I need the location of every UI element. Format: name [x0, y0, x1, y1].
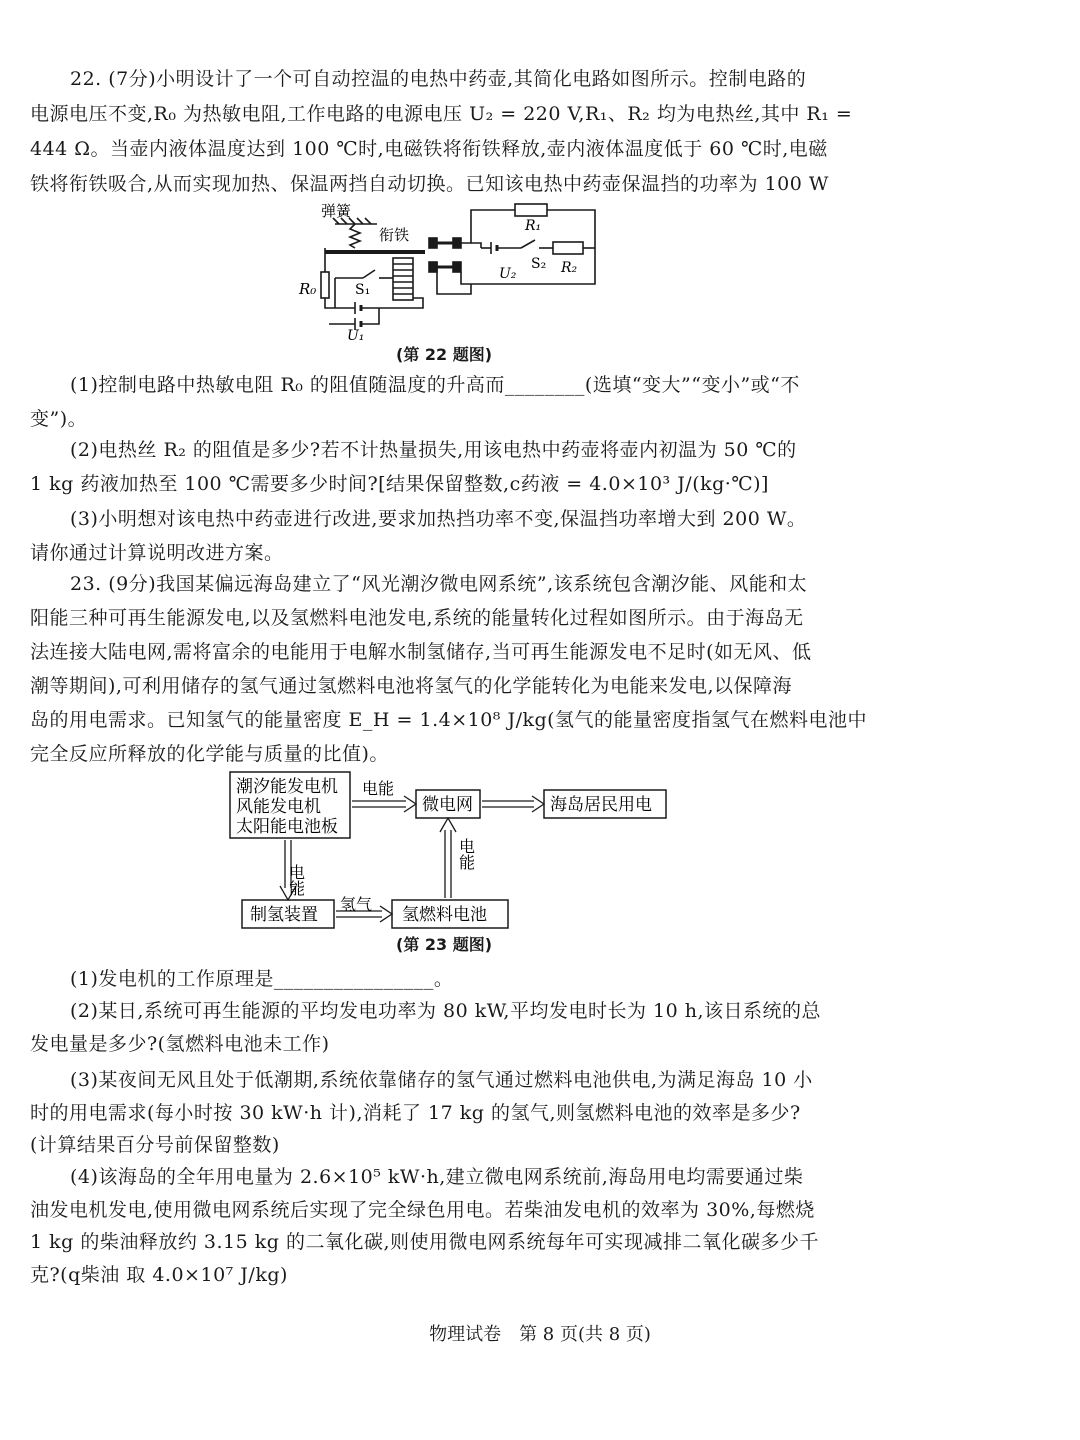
q22-part-3: (3)小明想对该电热中药壶进行改进,要求加热挡功率不变,保温挡功率增大到 200 W。: [70, 508, 807, 530]
fuel-cell-label: 氢燃料电池: [402, 905, 487, 925]
q22-part-1: (1)控制电路中热敏电阻 R₀ 的阻值随温度的升高而________(选填“变大”“变小”或“不: [70, 374, 800, 396]
q22-part-3-cont: 请你通过计算说明改进方案。: [30, 542, 284, 564]
q23-part-3: (3)某夜间无风且处于低潮期,系统依靠储存的氢气通过燃料电池供电,为满足海岛 10 小: [70, 1069, 813, 1091]
figure-22-caption: (第 22 题图): [396, 345, 493, 364]
q23-part-3-note: (计算结果百分号前保留整数): [30, 1134, 280, 1156]
source-line-solar: 太阳能电池板: [236, 817, 338, 837]
circuit-diagram-22: [295, 198, 615, 343]
label-r0: R₀: [299, 280, 317, 298]
q22-part-1-cont: 变”)。: [30, 408, 88, 430]
q22-part-2-cont: 1 kg 药液加热至 100 ℃需要多少时间?[结果保留整数,c药液 = 4.0×10³ J/(kg·℃)]: [30, 473, 769, 495]
label-r2: R₂: [561, 260, 578, 276]
users-label: 海岛居民用电: [550, 795, 652, 815]
q23-part-2-cont: 发电量是多少?(氢燃料电池未工作): [30, 1033, 330, 1055]
label-armature: 衔铁: [379, 226, 410, 244]
source-line-tidal: 潮汐能发电机: [236, 777, 338, 797]
h2-maker-label: 制氢装置: [250, 905, 318, 925]
arrow-label-h2: 氢气: [340, 895, 373, 914]
arrow-label-elec-top: 电能: [362, 779, 395, 798]
q23-part-1: (1)发电机的工作原理是________________。: [70, 968, 454, 990]
q23-line-5: 岛的用电需求。已知氢气的能量密度 E_H = 1.4×10⁸ J/kg(氢气的能量密度指氢气在燃料电池中: [30, 709, 868, 731]
label-r1: R₁: [525, 218, 542, 234]
q22-line-1: 22. (7分)小明设计了一个可自动控温的电热中药壶,其简化电路如图所示。控制电路的: [70, 68, 807, 90]
label-s2: S₂: [531, 256, 547, 272]
page-footer: 物理试卷 第 8 页(共 8 页): [429, 1324, 651, 1345]
q22-line-2: 电源电压不变,R₀ 为热敏电阻,工作电路的电源电压 U₂ = 220 V,R₁、R₂ 均为电热丝,其中 R₁ =: [30, 103, 853, 125]
energy-flow-diagram-23: [228, 770, 678, 932]
q23-part-2: (2)某日,系统可再生能源的平均发电功率为 80 kW,平均发电时长为 10 h,该日系统的总: [70, 1000, 822, 1022]
source-line-wind: 风能发电机: [236, 797, 321, 817]
label-s1: S₁: [355, 282, 371, 298]
q23-line-4: 潮等期间),可利用储存的氢气通过氢燃料电池将氢气的化学能转化为电能来发电,以保障海: [30, 675, 792, 697]
q23-line-2: 阳能三种可再生能源发电,以及氢燃料电池发电,系统的能量转化过程如图所示。由于海岛无: [30, 607, 804, 629]
figure-23-caption: (第 23 题图): [396, 935, 493, 954]
q22-line-3: 444 Ω。当壶内液体温度达到 100 ℃时,电磁铁将衔铁释放,壶内液体温度低于 60 ℃时,电磁: [30, 138, 828, 160]
label-u1: U₁: [347, 328, 365, 343]
arrow-label-elec-up: 电能: [456, 838, 476, 870]
q23-line-6: 完全反应所释放的化学能与质量的比值)。: [30, 743, 389, 765]
q23-line-1: 23. (9分)我国某偏远海岛建立了“风光潮汐微电网系统”,该系统包含潮汐能、风能和太: [70, 573, 808, 595]
q23-part-4-cont-3: 克?(q柴油 取 4.0×10⁷ J/kg): [30, 1264, 288, 1286]
label-u2: U₂: [499, 266, 517, 282]
q23-part-4-cont-1: 油发电机发电,使用微电网系统后实现了完全绿色用电。若柴油发电机的效率为 30%,每燃烧: [30, 1199, 815, 1221]
q23-line-3: 法连接大陆电网,需将富余的电能用于电解水制氢储存,当可再生能源发电不足时(如无风、低: [30, 641, 812, 663]
label-spring: 弹簧: [321, 202, 352, 220]
q23-part-4: (4)该海岛的全年用电量为 2.6×10⁵ kW·h,建立微电网系统前,海岛用电均需要通过柴: [70, 1166, 804, 1188]
grid-label: 微电网: [422, 795, 473, 815]
q23-part-4-cont-2: 1 kg 的柴油释放约 3.15 kg 的二氧化碳,则使用微电网系统每年可实现减排二氧化碳多少千: [30, 1231, 819, 1253]
q22-part-2: (2)电热丝 R₂ 的阻值是多少?若不计热量损失,用该电热中药壶将壶内初温为 50 ℃的: [70, 439, 797, 461]
arrow-label-elec-down: 电能: [286, 864, 306, 896]
q22-line-4: 铁将衔铁吸合,从而实现加热、保温两挡自动切换。已知该电热中药壶保温挡的功率为 100 W: [30, 173, 829, 195]
q23-part-3-cont: 时的用电需求(每小时按 30 kW·h 计),消耗了 17 kg 的氢气,则氢燃料电池的效率是多少?: [30, 1102, 801, 1124]
